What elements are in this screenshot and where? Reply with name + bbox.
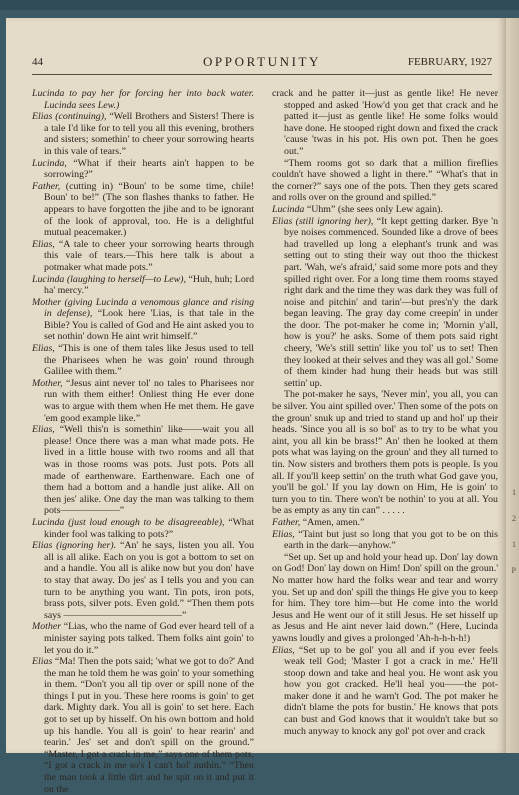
speaker-name: Lucinda, [32, 157, 67, 169]
edge-mark: 2 [512, 514, 516, 523]
dialogue-paragraph [272, 216, 498, 390]
dialogue-paragraph [272, 552, 498, 645]
speaker-name: Elias, [32, 343, 55, 355]
speaker-name: Father, [272, 516, 301, 528]
right-column [272, 88, 498, 737]
dialogue-paragraph [32, 517, 254, 540]
dialogue-paragraph [272, 158, 498, 204]
dialogue-text: “This is one of them tales like Jesus used to tell the Pharisees when he was goin' round through Galilee with them.” [44, 343, 255, 378]
stage-direction: (giving Lucinda a venomous glance and rising in defense), [44, 296, 255, 320]
edge-mark: 1 [512, 540, 516, 549]
page-header [32, 54, 492, 70]
speaker-name: Elias [32, 656, 53, 668]
next-page-edge [506, 18, 519, 753]
dialogue-text: “Set up. Set up and hold your head up. Don' lay down on God! Don' lay down on Him! Don' spill on the groun.' No matter how hard the folks wear and tear and worry you. Set up and don' spill the things He give you to keep for him. They tore him—but He come into the world Jesus and He went our of it still Jesus. He set hisself up as Jesus and He aint never laid down.” (Here, Lucinda yawns loudly and gives a prolonged 'Ah-h-h-h-h!) [272, 551, 498, 644]
dialogue-text: “Ma! Then the pots said; 'what we got to do?' And the man he told them he was goin' to your something in them. “Don't you all tip over or spill none of the things I put in you. These here rooms is goin' to get dark. Mighty dark. You all is goin' to set here. Each got to set up by hisself. On his own bottom and hold up his handle. You all is goin' to hear rearin' and tearin.' Jes' set and don't spill on the ground.” “Master, I got a crack in me,” says one of them pots, “I got a crack in me so's I can't hol' nuthin.” “Then the man took a little dirt and he spit on it and put it on the [44, 656, 254, 795]
dialogue-text: crack and he patter it—just as gentle like! He never stopped and asked 'How'd you get that crack and he patted it—just as gentle like! He some folks would have done. He stooped right down and fixed the crack 'cause 'twas in his pot. His own pot. Then he goes out.” [272, 88, 498, 157]
dialogue-paragraph [272, 389, 498, 517]
dialogue-text: “Huh, huh; Lord ha' mercy.” [44, 273, 255, 297]
dialogue-paragraph [32, 656, 254, 795]
dialogue-text: “Well this'n is somethin' like——wait you all please! Once there was a man what made pots. He lived in a little house with two rooms and all that was in those rooms was pots. Just pots. Pots all made of earthenware. Earthenware. Each one of them had a bottom and a handle just alike. All on then jes' alike. One day the man was talking to them pots——————” [44, 424, 254, 517]
speaker-name: Lucinda [32, 516, 65, 528]
dialogue-paragraph [32, 378, 254, 424]
dialogue-text: “Taint but just so long that you got to be on this earth in the dark—anyhow.” [284, 528, 499, 552]
dialogue-paragraph [32, 111, 254, 157]
speaker-name: Elias [272, 215, 293, 227]
dialogue-paragraph [32, 297, 254, 343]
dialogue-paragraph [272, 517, 498, 529]
magazine-title: OPPORTUNITY [202, 54, 322, 69]
edge-mark: P [511, 566, 516, 575]
stage-direction: (just loud enough to be disagreeable), [68, 516, 225, 528]
speaker-name: Mother [32, 296, 62, 308]
dialogue-paragraph [272, 529, 498, 552]
dialogue-paragraph [32, 88, 254, 111]
magazine-page [6, 18, 506, 795]
page-number: 44 [32, 56, 43, 68]
dialogue-paragraph [32, 274, 254, 297]
stage-direction: (continuing), [55, 111, 107, 123]
dialogue-text: “Them rooms got so dark that a million fireflies couldn't have showed a light in there.” “What's that in the corner?” says one of the pots. Then they gets scared and rolls over on the ground and spilled.” [272, 157, 498, 204]
dialogue-text: “Jesus aint never tol' no tales to Pharisees nor run with them either! Onliest thing He ever done was to argue with them when He met them. He gave 'em good example like.” [44, 377, 255, 424]
dialogue-text: (cutting in) “Boun' to be some time, chile! Boun' to be!” (The son flashes thanks to father. He appears to have forgotten the jibe and to be ignorant of the look of approval, too. He is a delightful mutual peacemaker.) [44, 180, 255, 239]
dialogue-text: “Uhm” (she sees only Lew again). [306, 203, 443, 215]
dialogue-paragraph [32, 540, 254, 621]
dialogue-text: “A tale to cheer your sorrowing hearts through this vale of tears.—This here talk is about a potmaker what made pots.” [44, 238, 254, 273]
dialogue-paragraph [272, 88, 498, 158]
dialogue-paragraph [272, 645, 498, 738]
issue-date: FEBRUARY, 1927 [407, 56, 492, 68]
speaker-name: Elias, [32, 238, 55, 250]
dialogue-paragraph [272, 204, 498, 216]
header-rule [32, 74, 492, 75]
dialogue-paragraph [32, 424, 254, 517]
dialogue-text: “Look here 'Lias, is that tale in the Bible? You is called of God and He aint asked you to set nothin' down He aint writ himself.” [44, 308, 254, 343]
edge-mark: 1 [512, 488, 516, 497]
dialogue-text: “Set up to be gol' you all and if you ever feels weak tell God; 'Master I got a crack in me.' He'll stoop down and take and heal you. He wont ask you how you got cracked. He'll heal you——the pot-maker done it and he warn't God. The pot maker he didn't blame the pots for bustin.' He knows that pots can bust and God knows that it wouldn't take but so much anyway to knock any gol' pot over and crack [284, 644, 499, 737]
dialogue-text: The pot-maker he says, 'Never min', you all, you can be silver. You aint spilled over.' Then some of the pots on the groun' snuk up and tried to stand up and hol' up their heads. 'Since you all is so bol' as to try to be what you aint, you all kin be brass!” An' then he looked at them pots what was laying on the groun' and they all turned to tin. Now sisters and brothers them pots is people. Is you all. If you'll keep settin' on the truth what God gave you, you'll be gol.' If you lay down on Him, He is goin' to turn you to tin. There won't be nothin' to you at all. You be as empty as any tin can” . . . . . [272, 389, 498, 517]
speaker-name: Elias, [32, 424, 55, 436]
stage-direction: Lucinda to pay her for forcing her into back water. Lucinda sees Lew.) [32, 88, 254, 111]
book-binding [0, 0, 519, 10]
speaker-name: Elias [32, 540, 53, 552]
speaker-name: Mother, [32, 377, 63, 389]
dialogue-paragraph [32, 343, 254, 378]
speaker-name: Elias [32, 111, 53, 123]
stage-direction: (laughing to herself—to Lew), [66, 273, 186, 285]
speaker-name: Lucinda [32, 273, 65, 285]
speaker-name: Father, [32, 180, 61, 192]
stage-direction: (still ignoring her), [295, 215, 374, 227]
dialogue-text: “It kept getting darker. Bye 'n bye noises commenced. Sounded like a drove of bees had travelled up long a elephant's trunk and was setting out to sting their way out thoo the thickest part. 'Wah, we's afraid,' said some more pots and they spilled right over. For a long time them rooms stayed right dark and the time they was dark they was full of noise and pitchin' and tarin'—but pres'n'y the dark began leaving. The gray day come creepin' in under the door. The pot-maker he come in; 'Mornin y'all, how is you?' he asks. Some of them pots said right cheery, 'We's still settin' like you tol' us to set! Then they looked at their selves and they was all gol.' Some of them kinder had hung their heads but was still settin' up. [284, 215, 499, 389]
left-column [32, 88, 254, 795]
dialogue-text: “An' he says, listen you all. You all is all alike. Each on you is got a bottom to set on and a handle. You all is alike now but you don' have to stay that away. Do jes' as I tells you and you can turn to be anything you want. Tin pots, iron pots, brass pots, silver pots. Even gold.” “Then them pots says ————————————” [44, 540, 255, 621]
stage-direction: (ignoring her). [56, 540, 117, 552]
speaker-name: Mother [32, 621, 62, 633]
dialogue-paragraph [32, 181, 254, 239]
dialogue-text: “What if their hearts ain't happen to be sorrowing?” [44, 157, 254, 181]
dialogue-text: “Amen, amen.” [302, 516, 365, 528]
dialogue-text: “Lias, who the name of God ever heard tell of a minister saying pots talked. Them folks aint goin' to let you do it.” [44, 621, 255, 656]
dialogue-paragraph [32, 621, 254, 656]
speaker-name: Elias, [272, 644, 295, 656]
dialogue-paragraph [32, 158, 254, 181]
dialogue-paragraph [32, 239, 254, 274]
dialogue-text: “Well Brothers and Sisters! There is a tale I'd like for to tell you all this evening, brothers and sisters; somethin' to cheer your sorrowing hearts in this vale of tears.” [44, 111, 255, 157]
dialogue-text: “What kinder fool was talking to pots?” [44, 516, 254, 540]
speaker-name: Elias, [272, 528, 295, 540]
speaker-name: Lucinda [272, 203, 305, 215]
